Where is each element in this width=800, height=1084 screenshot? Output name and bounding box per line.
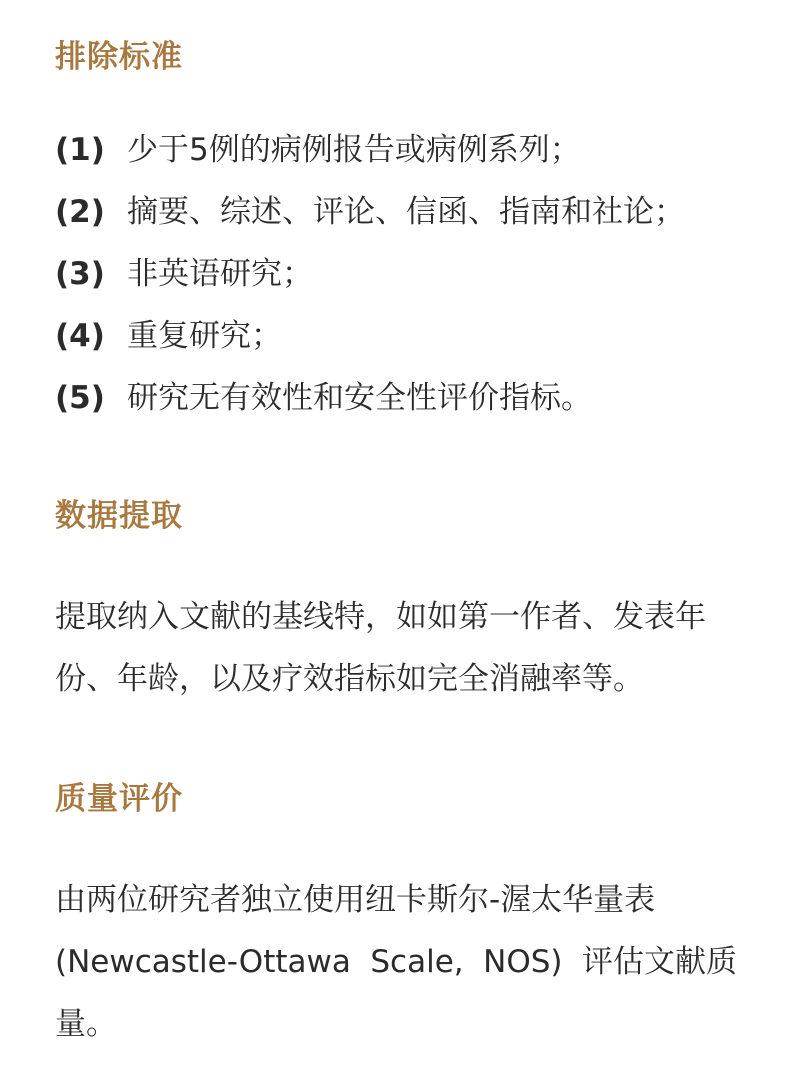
paragraph-word: 评估文献质 [582,944,737,980]
exclusion-criteria-list [55,119,755,429]
list-item-text: 非英语研究； [127,256,313,292]
paragraph-line [55,931,737,993]
list-item [55,119,755,181]
paragraph-line: 由两位研究者独立使用纽卡斯尔-渥太华量表 [55,882,656,918]
list-item-number: (1) [55,132,105,168]
list-item-number: (4) [55,318,105,354]
list-item [55,305,755,367]
list-item-text: 摘要、综述、评论、信函、指南和社论； [127,194,685,230]
paragraph-word: NOS) [483,944,563,980]
data-extraction-heading: 数据提取 [55,498,183,534]
exclusion-criteria-heading: 排除标准 [55,39,183,75]
list-item [55,243,755,305]
data-extraction-paragraph [55,586,737,710]
paragraph-line: 提取纳入文献的基线特，如如第一作者、发表年 [55,599,706,635]
list-item [55,367,755,429]
paragraph-line: 份、年龄，以及疗效指标如完全消融率等。 [55,661,644,697]
paragraph-word: (Newcastle-Ottawa [55,944,351,980]
list-item-text: 研究无有效性和安全性评价指标。 [127,380,592,416]
list-item-number: (3) [55,256,105,292]
list-item-text: 少于5例的病例报告或病例系列； [127,132,581,168]
list-item-number: (2) [55,194,105,230]
paragraph-line: 量。 [55,1006,117,1042]
list-item [55,181,755,243]
quality-assessment-heading: 质量评价 [55,781,183,817]
paragraph-word: Scale, [370,944,464,980]
list-item-number: (5) [55,380,105,416]
list-item-text: 重复研究； [127,318,282,354]
quality-assessment-paragraph [55,869,737,1055]
